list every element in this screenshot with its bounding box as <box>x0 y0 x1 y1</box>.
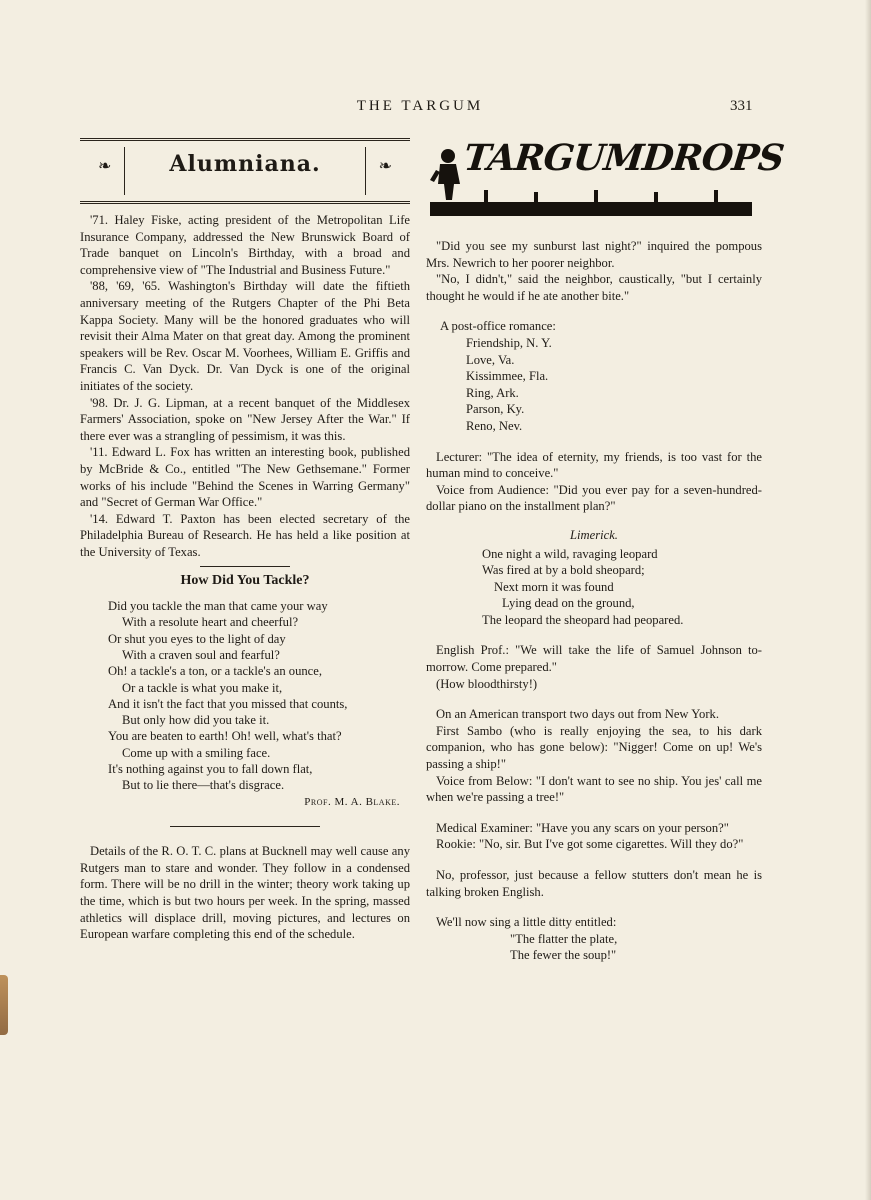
joke-paragraph: We'll now sing a little ditty entitled: <box>436 915 617 930</box>
left-column <box>80 138 410 943</box>
limerick-title: Limerick. <box>570 527 618 542</box>
targumdrops-banner <box>426 137 786 224</box>
spacer <box>426 628 762 642</box>
poem-line: But to lie there—that's disgrace. <box>122 778 285 793</box>
poem-line: With a craven soul and fearful? <box>122 647 280 662</box>
list-item: Kissimmee, Fla. <box>466 369 549 384</box>
spacer <box>426 515 762 523</box>
fleuron-icon: ❧ <box>378 158 392 175</box>
poem-line: Come up with a smiling face. <box>122 745 271 760</box>
alumni-note: '98. Dr. J. G. Lipman, at a recent banquet of the Middlesex Farmers' Association, spoke on "New Jersey After the War." If there ever was a strangling of pessimism, it was this. <box>80 395 410 443</box>
joke-paragraph: Voice from Below: "I don't want to see no ship. You jes' call me when we're passing a tree!" <box>426 773 762 805</box>
alumni-note: '71. Haley Fiske, acting president of the Metropolitan Life Insurance Company, addressed the New Brunswick Board of Trade banquet on Lincoln's Birthday, with a broad and comprehensive view of "The Industrial and Business Future." <box>80 213 410 277</box>
fleuron-icon: ❧ <box>98 158 112 175</box>
poem-line: Was fired at by a bold sheopard; <box>482 563 645 578</box>
poem-line: Oh! a tackle's a ton, or a tackle's an ounce, <box>108 664 322 679</box>
journal-title: THE TARGUM <box>356 98 484 114</box>
joke-paragraph: Voice from Audience: "Did you ever pay for a seven-hundred-dollar piano on the installment plan?" <box>426 482 762 514</box>
poem-line: Lying dead on the ground, <box>502 596 635 611</box>
spacer <box>426 304 762 318</box>
joke-paragraph: "No, I didn't," said the neighbor, caustically, "but I certainly thought he would if he ate another bite." <box>426 272 762 303</box>
joke-paragraph: No, professor, just because a fellow stutters don't mean he is talking broken English. <box>426 868 762 899</box>
page-number: 331 <box>730 98 753 114</box>
alumniana-banner <box>80 138 410 204</box>
joke-paragraph: First Sambo (who is really enjoying the sea, to his dark companion, who has gone below): "Nigger! Come on up! We's passing a ship!" <box>426 723 762 772</box>
poem-line: Next morn it was found <box>494 579 614 594</box>
poem-line: Or shut you eyes to the light of day <box>108 631 286 646</box>
poem-title: How Did You Tackle? <box>180 573 310 589</box>
romance-caption: A post-office romance: <box>440 319 556 334</box>
spacer <box>426 692 762 706</box>
poem-line: You are beaten to earth! Oh! well, what's that? <box>108 729 342 744</box>
section-rule <box>170 826 320 827</box>
section-rule <box>200 566 290 567</box>
poem-line: Did you tackle the man that came your way <box>108 599 328 614</box>
poem-line: The fewer the soup!" <box>510 948 617 963</box>
romance-list <box>440 318 762 434</box>
list-item: Love, Va. <box>466 352 515 367</box>
joke-paragraph: "Did you see my sunburst last night?" inquired the pompous Mrs. Newrich to her poorer neighbor. <box>426 239 762 270</box>
joke-paragraph: Lecturer: "The idea of eternity, my friends, is too vast for the human mind to conceive." <box>426 449 762 481</box>
section-title: TARGUMDROPS <box>461 137 786 179</box>
list-item: Parson, Ky. <box>466 402 525 417</box>
spacer <box>426 853 762 867</box>
joke-paragraph: Medical Examiner: "Have you any scars on your person?" <box>436 820 729 835</box>
list-item: Ring, Ark. <box>466 385 519 400</box>
alumni-note: '14. Edward T. Paxton has been elected secretary of the Philadelphia Bureau of Research. He has held a like position at the University of Texas. <box>80 511 410 559</box>
poem-line: With a resolute heart and cheerful? <box>122 615 299 630</box>
joke-paragraph: (How bloodthirsty!) <box>436 676 538 691</box>
poem-line: It's nothing against you to fall down flat, <box>108 762 313 777</box>
poem-author: Prof. M. A. Blake. <box>304 795 400 808</box>
joke-paragraph: English Prof.: "We will take the life of Samuel Johnson to-morrow. Come prepared." <box>426 643 762 675</box>
binding-stain <box>0 975 8 1035</box>
joke-paragraph: Rookie: "No, sir. But I've got some cigarettes. Will they do?" <box>436 837 744 852</box>
spacer <box>426 900 762 914</box>
rotc-paragraph: Details of the R. O. T. C. plans at Bucknell may well cause any Rutgers man to stare and wonder. They follow in a condensed form. There will be no drill in the winter; theory work taking up the time, which is but two hours per week. In the spring, massed athletics will displace drill, moving pictures, and lectures on European warfare completing this end of the schedule. <box>80 844 410 942</box>
list-item: Reno, Nev. <box>466 418 523 433</box>
banner-divider <box>124 147 125 195</box>
section-title: Alumniana. <box>169 151 321 177</box>
poem-line: The leopard the sheopard had peopared. <box>482 612 684 627</box>
spacer <box>426 806 762 820</box>
alumni-note: '88, '69, '65. Washington's Birthday will date the fiftieth anniversary meeting of the Rutgers Chapter of the Phi Beta Kappa Society. Many will be the honored graduates who will revisit their Alma Mater on that great day. Among the prominent speakers will be Rev. Oscar M. Voorhees, William E. Griffis and Francis C. Van Dyck. Dr. Van Dyck is one of the original initiates of the society. <box>80 279 410 393</box>
poem-line: Or a tackle is what you make it, <box>122 680 283 695</box>
alumni-note: '11. Edward L. Fox has written an interesting book, published by McBride & Co., entitled "The New Gethsemane." Former works of his include "Behind the Scenes in Warring Germany" and "Secret of German War Office." <box>80 445 410 510</box>
running-header <box>0 98 871 118</box>
poem-line: "The flatter the plate, <box>510 931 618 946</box>
limerick <box>482 546 762 629</box>
joke-paragraph: On an American transport two days out from New York. <box>436 707 719 722</box>
ditty <box>510 931 762 964</box>
poem-line: And it isn't the fact that you missed that counts, <box>108 696 348 711</box>
banner-divider <box>365 147 366 195</box>
poem-line: But only how did you take it. <box>122 713 270 728</box>
spacer <box>426 435 762 449</box>
right-column <box>426 137 786 964</box>
poem <box>108 598 410 794</box>
poem-line: One night a wild, ravaging leopard <box>482 546 658 561</box>
page-edge-shadow <box>865 0 871 1200</box>
list-item: Friendship, N. Y. <box>466 335 552 350</box>
